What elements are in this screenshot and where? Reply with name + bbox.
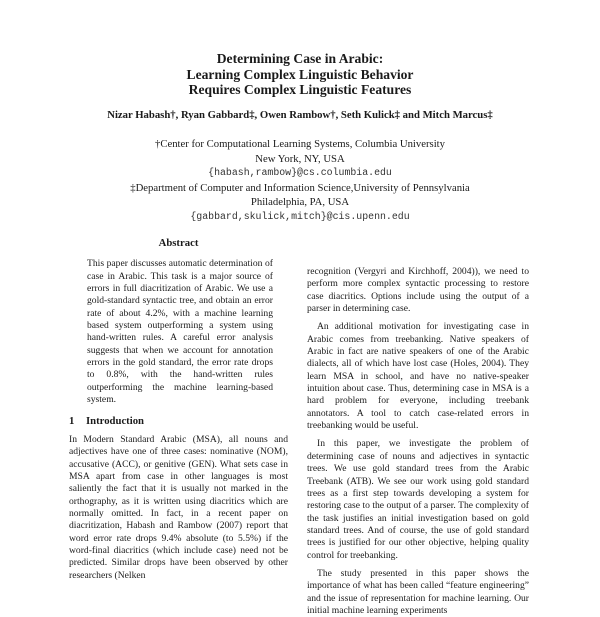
- abstract-heading: Abstract: [158, 237, 199, 249]
- affiliation-2-location: Philadelphia, PA, USA: [250, 196, 350, 209]
- right-paragraph-4: The study presented in this paper shows the importance of what has been called “feature engineering” and the issue of representation for machine learning. Our initial machine learning experiments: [307, 567, 529, 616]
- left-column: [69, 237, 288, 582]
- section-heading-introduction: [69, 415, 288, 427]
- affiliation-2-institution: ‡Department of Computer and Information Science,University of Pennsylvania: [130, 181, 470, 194]
- right-column: [307, 266, 529, 617]
- title-line-1: Determining Case in Arabic:: [216, 51, 384, 66]
- abstract-text: This paper discusses automatic determination of case in Arabic. This task is a major source of errors in full diacritization of Arabic. We use a gold-standard syntactic tree, and obtain an error rate of about 4.2%, with a machine learning based system outperforming a system using hand-written rules. A careful error analysis suggests that when we account for annotation errors in the gold standard, the error rate drops to 0.8%, with the hand-written rules outperforming the machine learning-based system.: [87, 258, 273, 406]
- title-line-2: Learning Complex Linguistic Behavior: [186, 66, 414, 82]
- right-paragraph-2: An additional motivation for investigating case in Arabic comes from treebanking. Native speakers of Arabic in fact are native speakers of one of the Arabic dialects, all of which have lost case (Holes, 2004). They learn MSA in school, and have no native-speaker intuition about case. Thus, determining case in MSA is a hard problem for everyone, including treebank annotators. A tool to catch case-related errors in treebanking would be useful.: [307, 321, 529, 432]
- affiliation-1-institution: †Center for Computational Learning Systems, Columbia University: [154, 138, 445, 150]
- affiliations: [0, 137, 600, 225]
- affiliation-2-email: {gabbard,skulick,mitch}@cis.upenn.edu: [190, 210, 410, 222]
- affiliation-1-email: {habash,rambow}@cs.columbia.edu: [208, 167, 392, 179]
- affiliation-1-location: New York, NY, USA: [255, 152, 345, 165]
- section-title: Introduction: [86, 415, 145, 428]
- author-list: Nizar Habash†, Ryan Gabbard‡, Owen Rambow†, Seth Kulick‡ and Mitch Marcus‡: [107, 109, 493, 121]
- intro-paragraph-1: In Modern Standard Arabic (MSA), all nouns and adjectives have one of three cases: nominative (NOM), accusative (ACC), or genitive (GEN). What sets case in MSA apart from case in other languages is most saliently the fact that it is usually not marked in the orthography, as it is written using diacritics which are normally omitted. In fact, in a recent paper on diacritization, Habash and Rambow (2007) report that word error rate drops 9.4% absolute (to 5.5%) if the word-final diacritics (which include case) need not be predicted. Similar drops have been observed by other researchers (Nelken: [69, 433, 288, 581]
- title-line-3: Requires Complex Linguistic Features: [188, 82, 412, 98]
- right-paragraph-1: recognition (Vergyri and Kirchhoff, 2004)), we need to perform more complex syntactic processing to restore case diacritics. Options include using the output of a parser in determining case.: [307, 266, 529, 315]
- section-number: 1: [69, 415, 75, 428]
- paper-title: [0, 51, 600, 98]
- right-paragraph-3: In this paper, we investigate the problem of determining case of nouns and adjectives in syntactic trees. We use gold standard trees from the Arabic Treebank (ATB). We see our work using gold standard trees as a first step towards developing a system for restoring case to the output of a parser. The complexity of the task justifies an initial investigation based on gold standard trees. And of course, the use of gold standard trees is justified for our other objective, helping quality control for treebanking.: [307, 438, 529, 561]
